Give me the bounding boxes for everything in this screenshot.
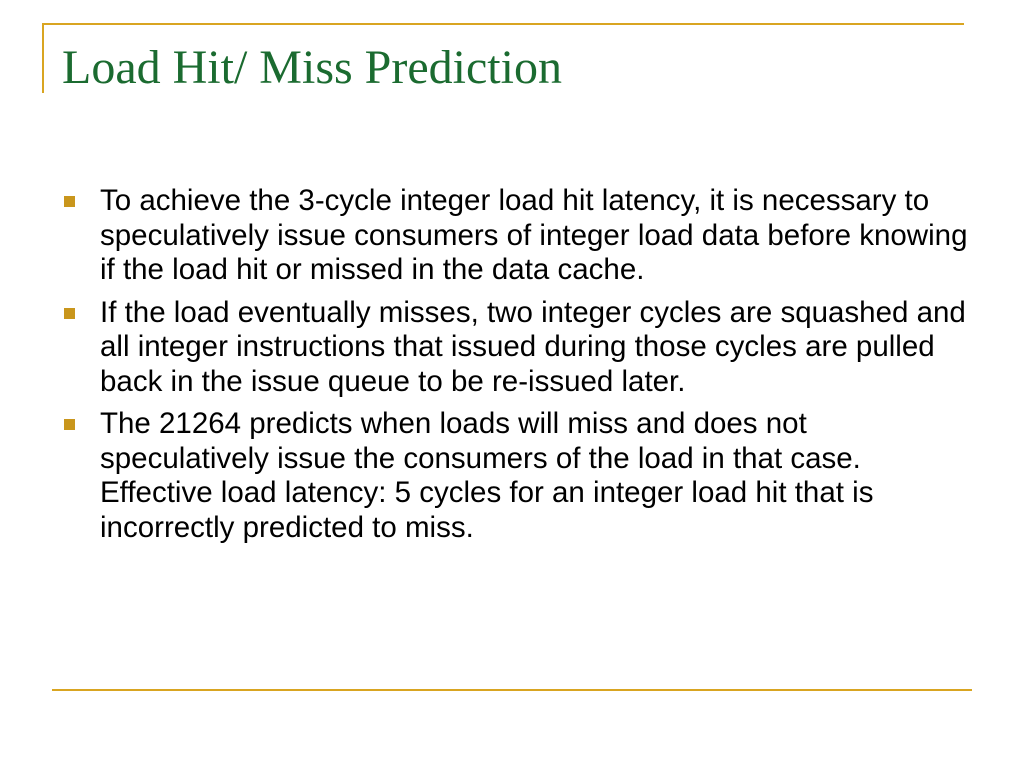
square-bullet-icon	[64, 419, 75, 430]
slide-title: Load Hit/ Miss Prediction	[62, 41, 562, 94]
left-accent-line	[42, 23, 44, 93]
bullet-item-3	[62, 407, 972, 545]
square-bullet-icon	[64, 196, 75, 207]
bottom-accent-line	[52, 689, 972, 691]
bullet-item-2	[62, 296, 972, 400]
bullet-item-1	[62, 184, 972, 288]
bullet-text-1: To achieve the 3-cycle integer load hit latency, it is necessary to speculatively issue consumers of integer load data before knowing if the load hit or missed in the data cache.	[100, 184, 968, 286]
bullet-text-3: The 21264 predicts when loads will miss and does not speculatively issue the consumers of the load in that case. Effective load latency: 5 cycles for an integer load hit that is incorrectly predicted to miss.	[100, 407, 874, 544]
bullet-text-2: If the load eventually misses, two integer cycles are squashed and all integer instructions that issued during those cycles are pulled back in the issue queue to be re-issued later.	[100, 295, 966, 398]
square-bullet-icon	[64, 308, 75, 319]
top-accent-line	[42, 23, 964, 25]
bullet-list	[62, 184, 972, 553]
